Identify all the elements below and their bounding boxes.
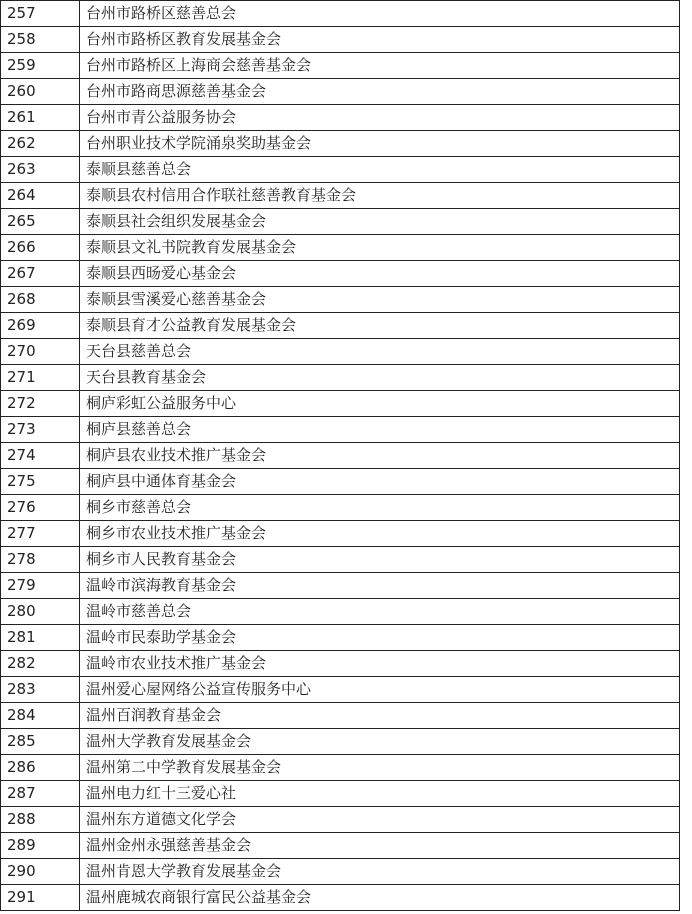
- table-row: [1, 651, 680, 677]
- table-row: [1, 157, 680, 183]
- row-number: 271: [1, 365, 80, 391]
- table-row: [1, 183, 680, 209]
- organization-name: 泰顺县育才公益教育发展基金会: [80, 313, 680, 339]
- row-number: 266: [1, 235, 80, 261]
- table-row: [1, 859, 680, 885]
- table-body: [1, 1, 680, 911]
- row-number: 276: [1, 495, 80, 521]
- organization-name: 温州鹿城农商银行富民公益基金会: [80, 885, 680, 911]
- row-number: 285: [1, 729, 80, 755]
- row-number: 284: [1, 703, 80, 729]
- organization-name: 泰顺县西旸爱心基金会: [80, 261, 680, 287]
- table-row: [1, 755, 680, 781]
- organization-name: 温州爱心屋网络公益宣传服务中心: [80, 677, 680, 703]
- row-number: 286: [1, 755, 80, 781]
- organization-name: 温州金州永强慈善基金会: [80, 833, 680, 859]
- organization-name: 温州电力红十三爱心社: [80, 781, 680, 807]
- row-number: 279: [1, 573, 80, 599]
- organization-name: 台州市青公益服务协会: [80, 105, 680, 131]
- table-row: [1, 1, 680, 27]
- organization-name: 桐庐县中通体育基金会: [80, 469, 680, 495]
- organization-name: 泰顺县慈善总会: [80, 157, 680, 183]
- organization-name: 桐乡市人民教育基金会: [80, 547, 680, 573]
- organization-name: 台州市路桥区慈善总会: [80, 1, 680, 27]
- table-row: [1, 677, 680, 703]
- row-number: 264: [1, 183, 80, 209]
- table-row: [1, 547, 680, 573]
- row-number: 269: [1, 313, 80, 339]
- organization-name: 桐庐彩虹公益服务中心: [80, 391, 680, 417]
- table-row: [1, 287, 680, 313]
- organization-name: 桐乡市慈善总会: [80, 495, 680, 521]
- table-row: [1, 53, 680, 79]
- table-row: [1, 599, 680, 625]
- table-row: [1, 833, 680, 859]
- table-row: [1, 417, 680, 443]
- table-row: [1, 495, 680, 521]
- organization-name: 温岭市农业技术推广基金会: [80, 651, 680, 677]
- row-number: 257: [1, 1, 80, 27]
- table-row: [1, 261, 680, 287]
- row-number: 270: [1, 339, 80, 365]
- table-row: [1, 625, 680, 651]
- table-row: [1, 703, 680, 729]
- row-number: 260: [1, 79, 80, 105]
- organization-name: 泰顺县雪溪爱心慈善基金会: [80, 287, 680, 313]
- row-number: 263: [1, 157, 80, 183]
- row-number: 274: [1, 443, 80, 469]
- organization-name: 温岭市慈善总会: [80, 599, 680, 625]
- organization-name: 温州大学教育发展基金会: [80, 729, 680, 755]
- row-number: 287: [1, 781, 80, 807]
- table-row: [1, 105, 680, 131]
- organization-name: 天台县慈善总会: [80, 339, 680, 365]
- row-number: 281: [1, 625, 80, 651]
- row-number: 273: [1, 417, 80, 443]
- organization-name: 泰顺县社会组织发展基金会: [80, 209, 680, 235]
- organization-name: 温州第二中学教育发展基金会: [80, 755, 680, 781]
- row-number: 272: [1, 391, 80, 417]
- table-row: [1, 443, 680, 469]
- row-number: 268: [1, 287, 80, 313]
- table-row: [1, 131, 680, 157]
- organization-name: 温州肯恩大学教育发展基金会: [80, 859, 680, 885]
- row-number: 283: [1, 677, 80, 703]
- row-number: 267: [1, 261, 80, 287]
- table-row: [1, 391, 680, 417]
- table-row: [1, 209, 680, 235]
- organization-name: 温州东方道德文化学会: [80, 807, 680, 833]
- organization-name: 桐庐县慈善总会: [80, 417, 680, 443]
- table-row: [1, 521, 680, 547]
- organization-name: 泰顺县农村信用合作联社慈善教育基金会: [80, 183, 680, 209]
- table-row: [1, 313, 680, 339]
- row-number: 280: [1, 599, 80, 625]
- row-number: 262: [1, 131, 80, 157]
- table-row: [1, 235, 680, 261]
- row-number: 265: [1, 209, 80, 235]
- table-row: [1, 573, 680, 599]
- organization-name: 桐乡市农业技术推广基金会: [80, 521, 680, 547]
- row-number: 275: [1, 469, 80, 495]
- table-row: [1, 469, 680, 495]
- table-row: [1, 79, 680, 105]
- organization-name: 泰顺县文礼书院教育发展基金会: [80, 235, 680, 261]
- organization-name: 温岭市民泰助学基金会: [80, 625, 680, 651]
- table-row: [1, 781, 680, 807]
- table-row: [1, 27, 680, 53]
- row-number: 288: [1, 807, 80, 833]
- row-number: 290: [1, 859, 80, 885]
- table-row: [1, 807, 680, 833]
- row-number: 291: [1, 885, 80, 911]
- row-number: 259: [1, 53, 80, 79]
- row-number: 258: [1, 27, 80, 53]
- organization-name: 台州市路桥区教育发展基金会: [80, 27, 680, 53]
- row-number: 277: [1, 521, 80, 547]
- row-number: 282: [1, 651, 80, 677]
- organization-name: 天台县教育基金会: [80, 365, 680, 391]
- table-row: [1, 885, 680, 911]
- organization-name: 台州市路桥区上海商会慈善基金会: [80, 53, 680, 79]
- organization-name: 台州市路商思源慈善基金会: [80, 79, 680, 105]
- table-row: [1, 365, 680, 391]
- organization-name: 温州百润教育基金会: [80, 703, 680, 729]
- table-row: [1, 339, 680, 365]
- organization-name: 温岭市滨海教育基金会: [80, 573, 680, 599]
- row-number: 278: [1, 547, 80, 573]
- row-number: 261: [1, 105, 80, 131]
- organization-name: 台州职业技术学院涌泉奖助基金会: [80, 131, 680, 157]
- row-number: 289: [1, 833, 80, 859]
- table-row: [1, 729, 680, 755]
- organization-name: 桐庐县农业技术推广基金会: [80, 443, 680, 469]
